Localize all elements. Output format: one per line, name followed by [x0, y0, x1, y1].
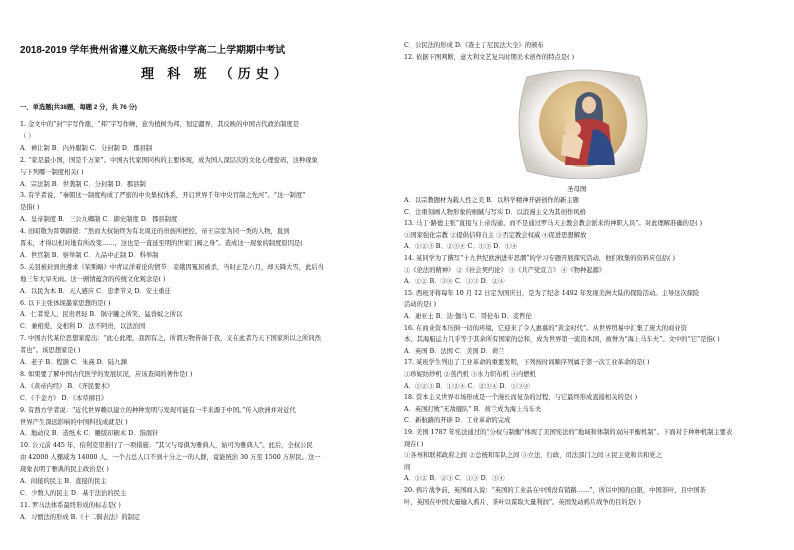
question-line: C．新航路的开辟 D．工业革命的完成: [404, 417, 511, 425]
question-line: 5. 关羽被封到贵遵求《荣斯略》中青议洋着论的情节：麦娥因冤屈被杀，当时正是六月，却天降大雪，此后当: [20, 263, 324, 271]
question-line: 15. 西班牙将每年 10 月 12 日定为国庆日，是为了纪念 1492 年发现美洲大陆的探险活动。主导这次探险: [404, 289, 700, 297]
question-line: 现在( ): [404, 440, 424, 448]
question-line: C．兼相爱，交相利 D．法不阿贵，以法治国: [20, 323, 146, 331]
image-caption: 圣母图: [567, 185, 587, 193]
question-line: 本，其海船运力几乎等于其余所有国家的总和，成为世界第一流资本国，被誉为“海上马车夫”。文中的“它”是指( ): [404, 336, 720, 344]
question-line: A．习惯法的形成 B.《十二铜表法》的制定: [20, 513, 141, 521]
question-line: 间: [404, 463, 411, 471]
question-line: A．禅让制 B．内外服制 C．分封制 D．郡县制: [20, 144, 153, 152]
question-line: A．以宗教题材为载人性之美 B．以科学精神开辟创作的新主题: [404, 197, 579, 204]
question-line: 是指( ): [20, 204, 40, 212]
question-line: A．宗法制 B．世袭制 C．分封制 D．郡县制: [20, 180, 146, 188]
question-line: A．仁者爱人，民贵君轻 B．锅守罐之所笑，猛兽蚁之所以: [20, 311, 183, 319]
question-line: 17. 某班学生列出了工业革命的重要发明，下列按时间顺序列属于第一次工业革命的是( ): [404, 359, 650, 367]
question-line: C．公民法的形成 D.《查士丁尼民法大全》的颁布: [404, 42, 544, 49]
question-line: 16. 在商业资本压倒一切的环境，它迎来了令人惠慕的“黄金时代”。从世界贸易中汇集了庞大的商业资: [404, 324, 687, 332]
question-line: 8. 如果要了解中国古代医学的发展状况，应该查阅的著作是( ): [20, 370, 193, 378]
question-line: ①各州和联邦政府之间 ②总统和军队之间 ③立法、行政、司法部门之间 ④民主党和共和党之: [404, 452, 662, 460]
question-line: 12. 依据下图判断，意大利文艺复兴时期美术创作的特点是( ): [404, 54, 575, 62]
exam-subtitle: 理 科 班 （历史）: [141, 66, 292, 81]
question-line: 晋末，才得以相对地有所改变……，这也是一直延至明的世家门阀之身”。造成这一现象的制度原因是(: [20, 240, 303, 247]
question-line: 9. 有西方学者说：“近代世界赖以建立的种种发明与发现可能有一半来源于中国。”传入欧洲并对近代: [20, 406, 296, 414]
question-line: A．皇帝制度 B．三公九卿制 C．御史制度 D．郡县制度: [20, 216, 178, 224]
section-heading: 一、单选题(共38题，每题 2 分，共 76 分): [20, 104, 137, 111]
question-line: 地三年大旱无雨。这一剧情蕴含的传统文化观念是( ): [20, 275, 166, 283]
question-line: A．《黄帝内经》 B．《齐民要术》: [20, 382, 114, 390]
question-line: 18. 资本主义世界市场形成是一个漫长而复杂的过程，与它最终形成直接相关的是( ): [404, 394, 638, 402]
question-line: ①珍妮纺纱机 ②蒸汽机 ③水力织布机 ④内燃机: [404, 371, 536, 378]
question-line: A．①② B．②③ C．①③ D．③④: [404, 475, 505, 483]
question-line: 1. 金文中的“封”字写作涨，“邦”字写作蝉，意为植树为邦，划定疆界，其反映的中国古代政治制度是: [20, 121, 300, 128]
question-line: 4. 田昭敬为晋朝御使：“然而大权始终为有北周迁的贵族所把控，帝王宗室为同一类的人物，直到: [20, 228, 290, 236]
question-line: 10. 公元前 445 年，伯利克里推行了一项措施：“其父与母俱为雅典人，始可为雅典人”。此后，全权公民: [20, 442, 313, 450]
question-line: 活动的是( ): [404, 301, 437, 309]
question-line: A．以民为本 B．天人感应 C．忠孝节义 D．安土重迁: [20, 287, 171, 295]
question-line: 者也”。该思想家是( ): [20, 347, 81, 355]
question-line: 11. 罗马法体系最终形成的标志是( ): [20, 501, 121, 509]
question-line: ①国家强化宗教 ②提倡信仰自主 ③否定教会权威 ④促进思想解放: [404, 231, 587, 239]
question-line: 2. “家是最小国，国是千万家”。中国古代家国同构的主要体现，成为国人深层次的文化心理密码，这种现象: [20, 156, 318, 164]
question-line: 3. 有学者说，“秦朝这一制度构成了严密的中央集权体系，开启世界千年中央官制之先河”。“这一制度”: [20, 192, 306, 200]
question-line: 20. 鸦片战争前，英国商人说：“英国的工业品在中国没有销路……”，所以中国的白银，中国茶叶，且中国茶: [404, 487, 706, 494]
question-line: A．①② B．③④ C．①③ D．②④: [404, 278, 505, 286]
madonna-painting-image: [517, 69, 649, 179]
question-line: A．英国 B．法国 C．美国 D．荷兰: [404, 347, 505, 355]
exam-title: 2018-2019 学年贵州省遵义航天高级中学高二上学期期中考试: [20, 45, 286, 56]
question-line: C．注重刻画人物形象的细腻与写实 D．以浪漫主义为其创作风格: [404, 208, 586, 216]
question-line: C．《千金方》 D．《本草纲目》: [20, 394, 108, 402]
question-line: A．①②③ B．①②④ C．②③④ D．①③④: [404, 382, 530, 390]
question-line: A．世官制 B．察举制 C．九品中正制 D．科举制: [20, 251, 159, 259]
question-line: A．间接的民主 B．直接的民主: [20, 478, 107, 485]
question-line: A．老子 B．程颢 C．朱熹 D．陆九渊: [20, 359, 127, 366]
question-line: 叶，英国在中国大量输入鸦片、茶叶以谋取大量利润”。英国发动鸦片战争的目的是( ): [404, 498, 641, 506]
question-line: 6. 以下主张体现墨家思想的是( ): [20, 299, 111, 307]
question-line: C．少数人的民主 D．基于法治的民主: [20, 489, 127, 497]
question-line: ①《论法的精神》 ②《社会契约论》 ③《共产党宣言》 ④《物种起源》: [404, 266, 606, 274]
question-line: 现象表明了雅典的民主政治是( ): [20, 466, 109, 474]
question-line: A．①②③ B．②③④ C．①③ D．①④: [404, 243, 518, 251]
question-line: 13. 马丁·路德主张“直接与上帝沟通，而不是通过罗马天主教会教会派来的神职人员”。对此理解准确的是( ): [404, 220, 703, 228]
question-line: 与下列哪一制度相关( ): [20, 168, 84, 176]
question-line: （ ）: [20, 132, 35, 140]
question-line: A．英国打败“无敌舰队” B．荷兰成为海上马车夫: [404, 405, 542, 413]
question-line: A．迪亚士 B．达·伽马 C．哥伦布 D．麦哲伦: [404, 313, 532, 320]
question-line: 19. 美国 1787 年宪法通过的“分权与制衡”体现了美国宪法的“地域和体制的双向平衡机制”。下面对于种种机制主要表: [404, 429, 733, 436]
question-line: 7. 中国古代某位思想家提出：“此心此理，我固有之，所谓万物皆备于我，义在此者乃天下国家所以之所同然: [20, 335, 321, 343]
question-line: 世界产生深远影响的中国科技成就是( ): [20, 418, 128, 426]
question-line: 14. 某同学为了撰写“十九世纪欧洲进步思潮”的学习专题开展探究活动，他们收集的资料应包括( ): [404, 255, 675, 262]
question-line: A．地动仪 B．造纸术 C．雕版印刷术 D．指南针: [20, 430, 159, 438]
question-line: 由 42000 人骤减为 14000 人，一个占总人口不到十分之一的人群，竟能统治 30 万至 1500 万居民。这一: [20, 454, 321, 462]
